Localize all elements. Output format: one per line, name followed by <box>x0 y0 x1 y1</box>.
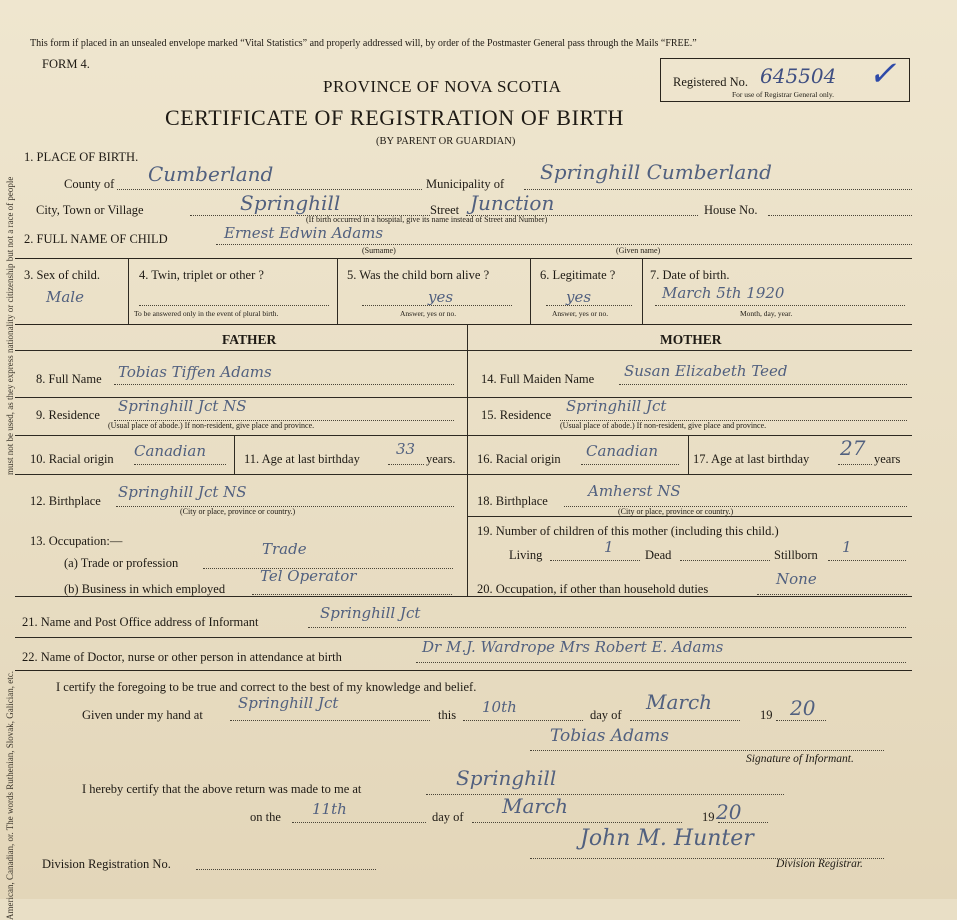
this-label: this <box>438 708 457 722</box>
registrar-day-value: 11th <box>312 800 347 818</box>
alive-value: yes <box>428 288 454 306</box>
house-label: House No. <box>704 203 758 217</box>
father-name-label: 8. Full Name <box>36 372 102 386</box>
street-value: Junction <box>470 191 555 215</box>
alive-label: 5. Was the child born alive ? <box>347 268 490 282</box>
legitimate-note: Answer, yes or no. <box>552 309 609 318</box>
county-label: County of <box>64 177 115 191</box>
stillborn-label: Stillborn <box>774 548 818 562</box>
father-heading: FATHER <box>222 332 277 347</box>
father-residence-label: 9. Residence <box>36 408 100 422</box>
informant-signature: Tobias Adams <box>550 726 669 746</box>
mother-race-value: Canadian <box>586 442 659 460</box>
legitimate-label: 6. Legitimate ? <box>540 268 616 282</box>
mail-notice: This form if placed in an unsealed envelope marked “Vital Statistics” and properly addressed will, by order of the Postmaster General pass through the Mails “FREE.” <box>30 38 697 49</box>
side-instruction-text-lower: American, Canadian, or. The words Ruthenian, Slovak, Galician, etc. <box>5 670 15 920</box>
father-residence-value: Springhill Jct NS <box>118 397 247 415</box>
twin-note: To be answered only in the event of plural birth. <box>134 309 279 318</box>
father-trade-label: (a) Trade or profession <box>64 556 179 570</box>
registrar-place-value: Springhill <box>456 766 557 790</box>
registrar-year-prefix: 19 <box>702 810 715 824</box>
informant-value: Springhill Jct <box>320 604 421 622</box>
mother-birthplace-value: Amherst NS <box>588 482 681 500</box>
county-value: Cumberland <box>148 162 274 186</box>
street-label: Street <box>430 203 460 217</box>
mother-children-label: 19. Number of children of this mother (including this child.) <box>477 524 779 538</box>
municipality-label: Municipality of <box>426 177 505 191</box>
alive-note: Answer, yes or no. <box>400 309 457 318</box>
form-number: FORM 4. <box>42 57 90 71</box>
father-birthplace-value: Springhill Jct NS <box>118 483 247 501</box>
mother-occupation-label: 20. Occupation, if other than household duties <box>477 582 709 596</box>
mother-age-label: 17. Age at last birthday <box>693 452 810 466</box>
check-mark-icon: ✓ <box>868 56 897 93</box>
birth-date-label: 7. Date of birth. <box>650 268 730 282</box>
sex-label: 3. Sex of child. <box>24 268 101 282</box>
informant-label: 21. Name and Post Office address of Informant <box>22 615 259 629</box>
stillborn-value: 1 <box>842 538 852 556</box>
dead-label: Dead <box>645 548 672 562</box>
registrar-note: For use of Registrar General only. <box>732 90 834 99</box>
registrar-day-of-label: day of <box>432 810 464 824</box>
sex-value: Male <box>46 288 84 306</box>
province-title: PROVINCE OF NOVA SCOTIA <box>323 77 562 96</box>
father-business-label: (b) Business in which employed <box>64 582 226 596</box>
given-label: Given under my hand at <box>82 708 203 722</box>
child-name-label: 2. FULL NAME OF CHILD <box>24 232 168 246</box>
given-day-value: 10th <box>482 698 517 716</box>
city-label: City, Town or Village <box>36 203 144 217</box>
mother-name-value: Susan Elizabeth Teed <box>624 362 788 380</box>
side-instruction-text: must not be used, as they express nationality or citizenship but not a race of people <box>5 176 15 475</box>
given-year-prefix: 19 <box>760 708 773 722</box>
given-month-value: March <box>646 690 713 714</box>
father-age-label: 11. Age at last birthday <box>244 452 360 466</box>
mother-age-value: 27 <box>840 436 866 460</box>
living-value: 1 <box>604 538 614 556</box>
mother-age-years: years <box>874 452 901 466</box>
mother-occupation-value: None <box>776 570 817 588</box>
registrar-signature: John M. Hunter <box>580 826 754 851</box>
father-name-value: Tobias Tiffen Adams <box>118 363 272 381</box>
mother-birthplace-label: 18. Birthplace <box>477 494 548 508</box>
informant-signature-label: Signature of Informant. <box>746 753 854 765</box>
given-name-note: (Given name) <box>616 246 661 255</box>
registered-label: Registered No. <box>673 75 748 89</box>
hospital-note: (If birth occurred in a hospital, give its name instead of Street and Number) <box>306 215 548 224</box>
mother-birthplace-note: (City or place, province or country.) <box>618 507 734 516</box>
twin-label: 4. Twin, triplet or other ? <box>139 268 264 282</box>
mother-residence-label: 15. Residence <box>481 408 552 422</box>
division-registrar-label: Division Registrar. <box>776 858 863 870</box>
doctor-value: Dr M.J. Wardrope Mrs Robert E. Adams <box>422 638 724 656</box>
given-place-value: Springhill Jct <box>238 694 339 712</box>
given-year-value: 20 <box>790 696 816 720</box>
municipality-value: Springhill Cumberland <box>540 160 772 184</box>
birth-date-note: Month, day, year. <box>740 309 793 318</box>
given-day-of-label: day of <box>590 708 622 722</box>
father-trade-value: Trade <box>262 540 307 558</box>
father-occupation-label: 13. Occupation:— <box>30 534 123 548</box>
mother-name-label: 14. Full Maiden Name <box>481 372 595 386</box>
certificate-subtitle: (BY PARENT OR GUARDIAN) <box>376 136 516 147</box>
father-age-years: years. <box>426 452 456 466</box>
division-registration-label: Division Registration No. <box>42 857 171 871</box>
registrar-text: I hereby certify that the above return was made to me at <box>82 782 362 796</box>
certificate-title: CERTIFICATE OF REGISTRATION OF BIRTH <box>165 105 624 130</box>
living-label: Living <box>509 548 543 562</box>
father-residence-note: (Usual place of abode.) If non-resident, give place and province. <box>108 421 315 430</box>
father-race-label: 10. Racial origin <box>30 452 114 466</box>
mother-heading: MOTHER <box>660 332 722 347</box>
certify-text: I certify the foregoing to be true and correct to the best of my knowledge and belief. <box>56 680 477 694</box>
mother-residence-value: Springhill Jct <box>566 397 667 415</box>
mother-race-label: 16. Racial origin <box>477 452 561 466</box>
mother-residence-note: (Usual place of abode.) If non-resident, give place and province. <box>560 421 767 430</box>
city-value: Springhill <box>240 191 341 215</box>
father-business-value: Tel Operator <box>260 567 357 585</box>
registered-number: 645504 <box>760 64 837 88</box>
place-of-birth-label: 1. PLACE OF BIRTH. <box>24 150 139 164</box>
doctor-label: 22. Name of Doctor, nurse or other person in attendance at birth <box>22 650 342 664</box>
registrar-month-value: March <box>502 794 569 818</box>
birth-date-value: March 5th 1920 <box>662 284 785 302</box>
father-birthplace-label: 12. Birthplace <box>30 494 101 508</box>
registrar-year-value: 20 <box>716 800 742 824</box>
child-name-value: Ernest Edwin Adams <box>224 224 384 242</box>
father-race-value: Canadian <box>134 442 207 460</box>
father-age-value: 33 <box>396 440 416 458</box>
legitimate-value: yes <box>566 288 592 306</box>
on-the-label: on the <box>250 810 281 824</box>
surname-note: (Surname) <box>362 246 396 255</box>
father-birthplace-note: (City or place, province or country.) <box>180 507 296 516</box>
